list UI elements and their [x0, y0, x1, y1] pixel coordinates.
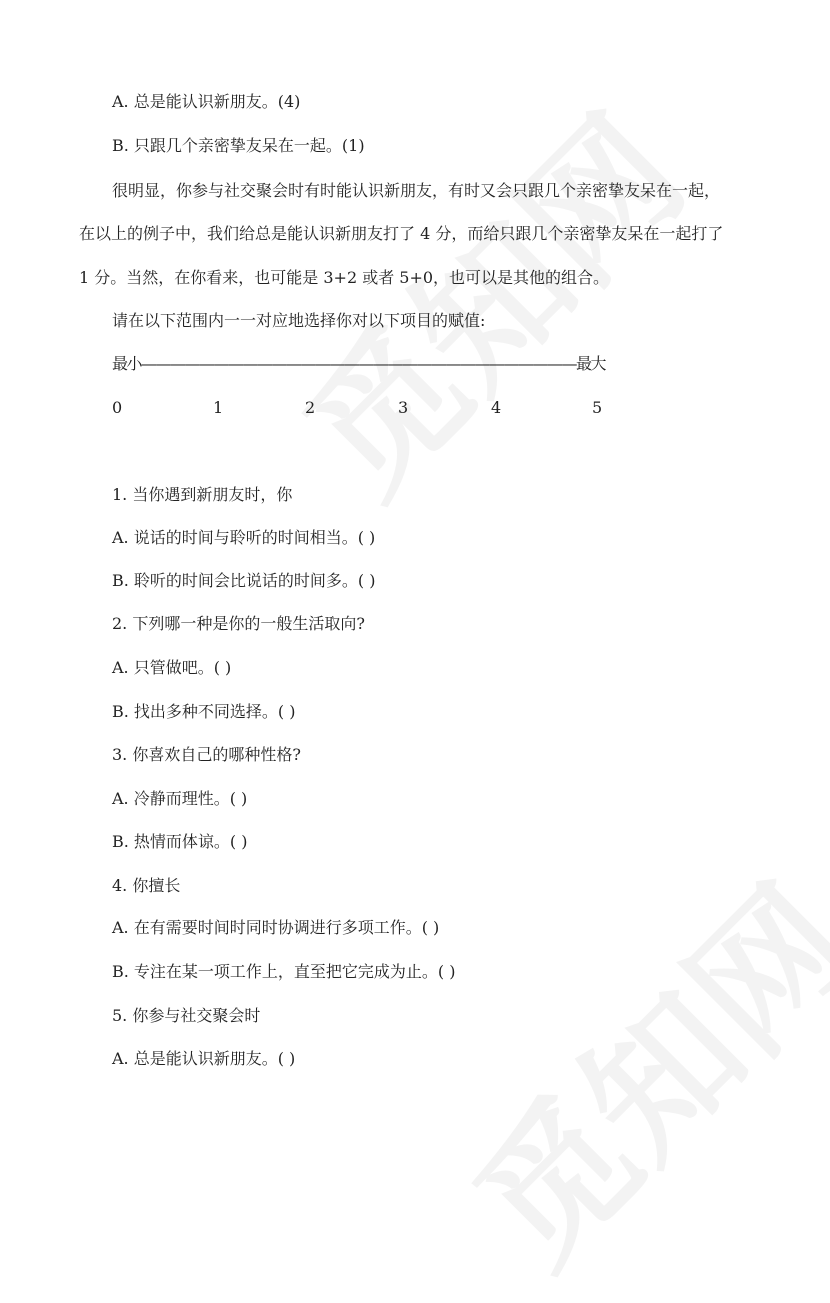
question-4-option-a: A. 在有需要时间时同时协调进行多项工作。( ): [112, 918, 440, 937]
question-1-option-b: B. 聆听的时间会比说话的时间多。( ): [112, 571, 376, 590]
question-2-option-b: B. 找出多种不同选择。( ): [112, 702, 296, 721]
question-1-option-a: A. 说话的时间与聆听的时间相当。( ): [112, 528, 376, 547]
explanation-line: 1 分。当然，在你看来，也可能是 3+2 或者 5+0，也可以是其他的组合。: [79, 268, 610, 287]
question-5-option-a: A. 总是能认识新朋友。( ): [112, 1049, 296, 1068]
scale-tick: 0: [112, 398, 123, 417]
question-2-option-a: A. 只管做吧。( ): [112, 658, 232, 677]
question-3-option-a: A. 冷静而理性。( ): [112, 789, 248, 808]
watermark: [250, 62, 721, 533]
example-option-a: A. 总是能认识新朋友。(4): [112, 92, 301, 111]
question-5: 5. 你参与社交聚会时: [112, 1006, 261, 1025]
question-3-option-b: B. 热情而体谅。( ): [112, 832, 248, 851]
question-2: 2. 下列哪一种是你的一般生活取向?: [112, 614, 365, 633]
explanation-line: 很明显，你参与社交聚会时有时能认识新朋友，有时又会只跟几个亲密挚友呆在一起，: [112, 181, 721, 200]
watermark: [420, 832, 830, 1303]
scale-tick: 5: [592, 398, 603, 417]
question-4-option-b: B. 专注在某一项工作上，直至把它完成为止。( ): [112, 962, 456, 981]
scale-tick: 2: [305, 398, 316, 417]
instruction: 请在以下范围内一一对应地选择你对以下项目的赋值:: [112, 311, 486, 330]
example-option-b: B. 只跟几个亲密挚友呆在一起。(1): [112, 136, 365, 155]
scale-tick: 1: [213, 398, 224, 417]
question-4: 4. 你擅长: [112, 876, 181, 895]
question-3: 3. 你喜欢自己的哪种性格?: [112, 745, 301, 764]
scale-tick: 3: [398, 398, 409, 417]
explanation-line: 在以上的例子中，我们给总是能认识新朋友打了 4 分，而给只跟几个亲密挚友呆在一起打了: [79, 224, 724, 243]
scale-tick: 4: [491, 398, 502, 417]
question-1: 1. 当你遇到新朋友时，你: [112, 485, 293, 504]
scale-line: 最小——————————————————————————————最大: [112, 354, 606, 373]
